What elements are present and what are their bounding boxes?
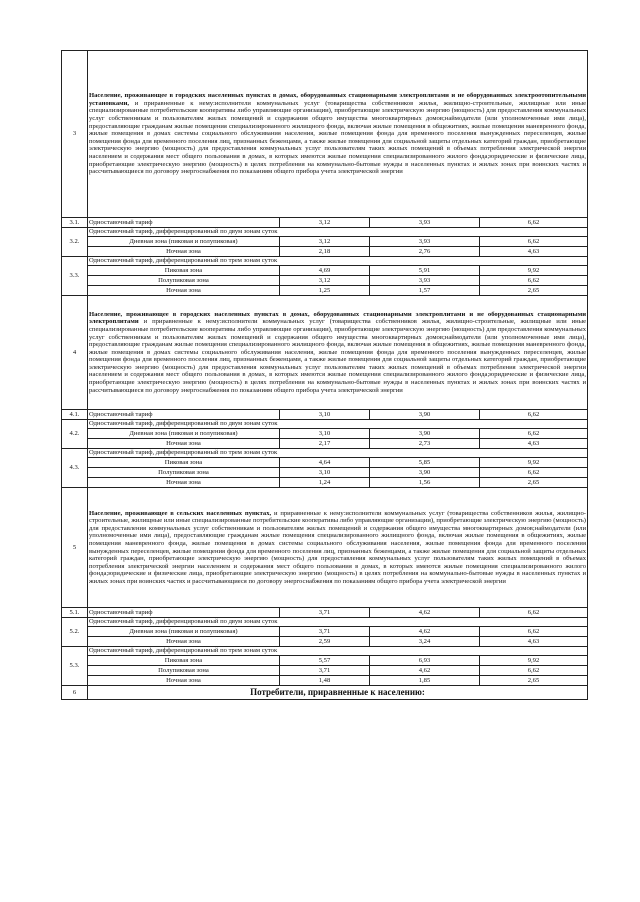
group-label: Одноставочный тариф, дифференцированный по трем зонам суток (88, 257, 588, 266)
table-row (62, 676, 588, 686)
table-row (62, 276, 588, 286)
tariff-value: 3,93 (370, 276, 480, 286)
section-text: и приравненные к нему:исполнители коммунальных услуг (товарищества собственников жилья, жилищно-строительные, жилищные или иные специализированные потребительские кооперативы либо управляющие организации), приобретающие электрическую энергию (мощность) для предоставления коммунальных услуг собственникам и пользователям жилых помещений и содержания общего имущества многоквартирных домов;наймодатели (или уполномоченные ими лица), предоставляющие гражданам жилые помещения специализированного жилищного фонда, включая жилые помещения в общежитиях, жилые помещения маневренного фонда, жилые помещения в домах системы социального обслуживания населения, жилые помещения фонда для временного поселения вынужденных переселенцев, жилые помещения фонда для временного поселения лиц, признанных беженцами, а также жилые помещения для социальной защиты отдельных категорий граждан, приобретающие электрическую энергию (мощность) для предоставления коммунальных услуг пользователям таких жилых помещений в объемах потребления электрической энергии населением и содержания мест общего пользования в домах, в которых имеются жилые помещения специализированного жилого фонда;юридические и физические лица, приобретающие электрическую энергию (мощность) в целях потребления на коммунально-бытовые нужды в населенных пунктах и жилых зонах при воинских частях и рассчитывающиеся по договору энергоснабжения по показаниям общего прибора учета электрической энергии (89, 509, 586, 585)
section-row (62, 488, 588, 608)
section-heading: Население, проживающее в городских населенных пунктах в домах, оборудованных стационарными электроплитами и не оборудованных электроотопительными установками, (89, 92, 586, 107)
section-row (62, 51, 588, 218)
table-row (62, 458, 588, 468)
table-row (62, 449, 588, 458)
table-row (62, 237, 588, 247)
tariff-value: 6,62 (480, 410, 588, 420)
tariff-value: 1,24 (280, 478, 370, 488)
tariff-value: 4,63 (480, 247, 588, 257)
row-number: 5.3. (62, 647, 88, 686)
group-label: Одноставочный тариф, дифференцированный по трем зонам суток (88, 647, 588, 656)
row-number: 3.2. (62, 228, 88, 257)
tariff-value: 2,65 (480, 676, 588, 686)
table-row (62, 257, 588, 266)
tariff-value: 3,71 (280, 627, 370, 637)
tariff-value: 3,71 (280, 666, 370, 676)
tariff-value: 6,62 (480, 237, 588, 247)
row-number: 4.2. (62, 420, 88, 449)
tariff-value: 4,62 (370, 666, 480, 676)
table-row (62, 478, 588, 488)
table-row (62, 627, 588, 637)
table-row (62, 218, 588, 228)
tariff-value: 3,12 (280, 218, 370, 228)
tariff-value: 3,12 (280, 276, 370, 286)
tariff-value: 5,57 (280, 656, 370, 666)
section-description (88, 488, 588, 608)
tariff-value: 6,93 (370, 656, 480, 666)
tariff-value: 4,63 (480, 439, 588, 449)
row-number: 3.1. (62, 218, 88, 228)
row-number: 4.1. (62, 410, 88, 420)
tariff-value: 6,62 (480, 627, 588, 637)
tariff-value: 6,62 (480, 468, 588, 478)
tariff-value: 2,18 (280, 247, 370, 257)
tariff-value: 6,62 (480, 276, 588, 286)
tariff-value: 6,62 (480, 608, 588, 618)
row-number: 4 (62, 296, 88, 410)
tariff-value: 2,65 (480, 478, 588, 488)
zone-label: Пиковая зона (88, 458, 280, 468)
row-number: 3.3. (62, 257, 88, 296)
zone-label: Ночная зона (88, 439, 280, 449)
group-label: Одноставочный тариф, дифференцированный по двум зонам суток (88, 420, 588, 429)
tariff-value: 2,59 (280, 637, 370, 647)
row-number: 6 (62, 686, 88, 700)
tariff-value: 1,85 (370, 676, 480, 686)
tariff-value: 2,76 (370, 247, 480, 257)
zone-label: Ночная зона (88, 676, 280, 686)
group-label: Одноставочный тариф, дифференцированный по двум зонам суток (88, 618, 588, 627)
tariff-value: 3,10 (280, 468, 370, 478)
table-row (62, 647, 588, 656)
tariff-table (61, 50, 588, 700)
tariff-value: 3,71 (280, 608, 370, 618)
tariff-value: 1,56 (370, 478, 480, 488)
table-row (62, 286, 588, 296)
table-row (62, 410, 588, 420)
table-row (62, 618, 588, 627)
row-number: 4.3. (62, 449, 88, 488)
section-heading: Население, проживающее в городских населенных пунктах в домах, оборудованных стационарными электроплитами и не оборудованных стационарными электроплитами (89, 310, 586, 326)
tariff-value: 3,12 (280, 237, 370, 247)
table-row (62, 228, 588, 237)
table-row (62, 666, 588, 676)
table-row (62, 247, 588, 257)
zone-label: Дневная зона (пиковая и полупиковая) (88, 237, 280, 247)
tariff-value: 1,48 (280, 676, 370, 686)
tariff-value: 9,92 (480, 266, 588, 276)
tariff-value: 4,63 (480, 637, 588, 647)
zone-label: Полупиковая зона (88, 666, 280, 676)
tariff-value: 3,90 (370, 410, 480, 420)
zone-label: Пиковая зона (88, 266, 280, 276)
tariff-value: 4,62 (370, 608, 480, 618)
tariff-value: 1,57 (370, 286, 480, 296)
zone-label: Полупиковая зона (88, 468, 280, 478)
table-row (62, 429, 588, 439)
section-text: и приравненные к нему:исполнители коммунальных услуг (товарищества собственников жилья, жилищно-строительные, жилищные или иные специализированные потребительские кооперативы либо управляющие организации), приобретающие электрическую энергию (мощность) для предоставления коммунальных услуг собственникам и пользователям жилых помещений и содержания общего имущества многоквартирных домов;наймодатели (или уполномоченные ими лица), предоставляющие гражданам жилые помещения специализированного жилищного фонда, включая жилые помещения в общежитиях, жилые помещения маневренного фонда, жилые помещения в домах системы социального обслуживания населения, жилые помещения фонда для временного поселения вынужденных переселенцев, жилые помещения фонда для временного поселения лиц, признанных беженцами, а также жилые помещения для социальной защиты отдельных категорий граждан, приобретающие электрическую энергию (мощность) для предоставления коммунальных услуг пользователям таких жилых помещений в объемах потребления электрической энергии населением и содержания мест общего пользования в домах, в которых имеются жилые помещения специализированного жилого фонда;юридические и физические лица, приобретающие электрическую энергию (мощность) в целях потребления на коммунально-бытовые нужды в населенных пунктах и жилых зонах при воинских частях и рассчитывающиеся по договору энергоснабжения по показаниям общего прибора учета электрической энергии (89, 99, 586, 176)
zone-label: Дневная зона (пиковая и полупиковая) (88, 627, 280, 637)
zone-label: Ночная зона (88, 637, 280, 647)
table-row (62, 439, 588, 449)
section-title: Потребители, приравненные к населению: (88, 686, 588, 700)
section-description (88, 296, 588, 410)
table-row (62, 608, 588, 618)
row-number: 3 (62, 51, 88, 218)
tariff-value: 4,64 (280, 458, 370, 468)
tariff-value: 3,90 (370, 468, 480, 478)
tariff-value: 6,62 (480, 666, 588, 676)
tariff-value: 9,92 (480, 656, 588, 666)
tariff-value: 3,93 (370, 218, 480, 228)
tariff-value: 5,91 (370, 266, 480, 276)
tariff-value: 2,65 (480, 286, 588, 296)
tariff-label: Одноставочный тариф (88, 608, 280, 618)
table-row (62, 637, 588, 647)
zone-label: Дневная зона (пиковая и полупиковая) (88, 429, 280, 439)
tariff-value: 3,93 (370, 237, 480, 247)
tariff-value: 2,73 (370, 439, 480, 449)
row-number: 5 (62, 488, 88, 608)
zone-label: Ночная зона (88, 478, 280, 488)
row-number: 5.2. (62, 618, 88, 647)
tariff-value: 3,90 (370, 429, 480, 439)
tariff-value: 4,69 (280, 266, 370, 276)
zone-label: Ночная зона (88, 247, 280, 257)
zone-label: Полупиковая зона (88, 276, 280, 286)
tariff-label: Одноставочный тариф (88, 218, 280, 228)
table-row (62, 266, 588, 276)
group-label: Одноставочный тариф, дифференцированный по трем зонам суток (88, 449, 588, 458)
tariff-value: 5,85 (370, 458, 480, 468)
tariff-value: 6,62 (480, 429, 588, 439)
tariff-label: Одноставочный тариф (88, 410, 280, 420)
tariff-value: 3,24 (370, 637, 480, 647)
group-label: Одноставочный тариф, дифференцированный по двум зонам суток (88, 228, 588, 237)
table-row (62, 656, 588, 666)
tariff-value: 3,10 (280, 410, 370, 420)
tariff-value: 4,62 (370, 627, 480, 637)
zone-label: Пиковая зона (88, 656, 280, 666)
tariff-value: 3,10 (280, 429, 370, 439)
section-description (88, 51, 588, 218)
row-number: 5.1. (62, 608, 88, 618)
section-row (62, 296, 588, 410)
table-row (62, 686, 588, 700)
tariff-value: 1,25 (280, 286, 370, 296)
zone-label: Ночная зона (88, 286, 280, 296)
section-heading: Население, проживающее в сельских населенных пунктах, (89, 509, 272, 517)
tariff-value: 6,62 (480, 218, 588, 228)
table-row (62, 468, 588, 478)
tariff-value: 2,17 (280, 439, 370, 449)
tariff-value: 9,92 (480, 458, 588, 468)
table-row (62, 420, 588, 429)
section-text: и приравненные к нему:исполнители коммунальных услуг (товарищества собственников жилья, жилищно-строительные, жилищные или иные специализированные потребительские кооперативы либо управляющие организации), приобретающие электрическую энергию (мощность) для предоставления коммунальных услуг собственникам и пользователям жилых помещений и содержания общего имущества многоквартирных домов;наймодатели (или уполномоченные ими лица), предоставляющие гражданам жилые помещения специализированного жилищного фонда, включая жилые помещения в общежитиях, жилые помещения маневренного фонда, жилые помещения в домах системы социального обслуживания населения, жилые помещения фонда для временного поселения вынужденных переселенцев, жилые помещения фонда для временного поселения лиц, признанных беженцами, а также жилые помещения для социальной защиты отдельных категорий граждан, приобретающие электрическую энергию (мощность) для предоставления коммунальных услуг пользователям таких жилых помещений в объемах потребления электрической энергии населением и содержания мест общего пользования в домах, в которых имеются жилые помещения специализированного жилого фонда;юридические и физические лица, приобретающие электрическую энергию (мощность) в целях потребления на коммунально-бытовые нужды в населенных пунктах и жилых зонах при воинских частях и рассчитывающиеся по договору энергоснабжения по показаниям общего прибора учета электрической энергии (89, 318, 586, 394)
